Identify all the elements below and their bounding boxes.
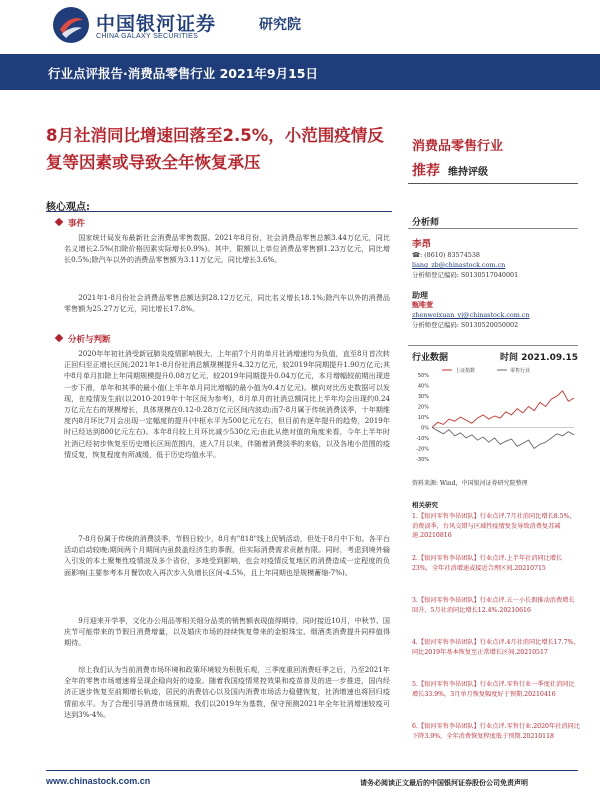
assistant-label: 助理 [412, 291, 428, 300]
report-type-bar [0, 54, 600, 90]
related-research-item[interactable]: 5.【银河零售李昂团队】行业点评.零售行业一季度社消同比增长33.9%，3月单月恢复幅度好于预期.20210416 [412, 681, 575, 698]
divider [408, 228, 578, 229]
divider [408, 183, 578, 184]
legend-label: 零售行业 [510, 368, 531, 374]
rating [412, 160, 488, 180]
rating-value: 推荐 [412, 163, 440, 179]
analyst-email[interactable] [412, 260, 505, 270]
assistant-name: 甄唯萱 [412, 301, 433, 309]
y-tick-label: 40% [417, 383, 429, 390]
related-research-label: 相关研究 [412, 501, 438, 509]
market-data-time: 时间 2021.09.15 [500, 353, 579, 363]
related-research-item[interactable]: 4.【银河零售李昂团队】行业点评.4月社消同比增长17.7%，同比2019年基本恢复至正常增长区间.20210517 [412, 639, 580, 656]
y-tick-label: 10% [417, 415, 429, 421]
industry-name: 消费品零售行业 [412, 139, 504, 154]
assistant-email-link[interactable]: zhenweixuan_yj@chinastock.com.cn [412, 311, 530, 319]
related-research-item[interactable]: 6.【银河零售李昂团队】行业点评.零售行业.2020年社消同比下降3.9%，全年消费恢复程度低于预期.20210118 [412, 723, 580, 740]
paragraph-event-2: 2021年1-8月份社会消费品零售总额达到28.12万亿元，同比名义增长18.1%;除汽车以外的消费品零售额为25.27万亿元，同比增长17.8%。 [64, 293, 390, 314]
brand-name-en: CHINA GALAXY SECURITIES [96, 33, 199, 40]
paragraph-analysis-1: 2020年年初社消受新冠肺炎疫情影响极大，上年前7个月的单月社消增速均为负值，直至8月首次转正回归至正增长区间;2021年1-8月份社消总额规模提升4.32万亿元，较2019年同期提升1.90万亿元;其中8月单月扣除上年同期规模提升0.08万亿元，较2019年同期提升0.04万亿元，本月增幅较前期出现进一步下滑，单年和其季的最小值(上半年单月同比增幅的最小值为0.4万亿元)。横向对比历史数据可以发现，在疫情发生前(以2010-2019年十年区间为参考)，8月单月的社消总额同比上半年均会出现约0.24万亿元左右的规模增长，具体规模在0.12-0.28万亿元区间内波动;而7-8月属于传统消费淡季，十年期维度内8月环比7月会出现一定幅度的提升(中枢水平为500亿元左右，但目前有逐年提升的趋势，2019年时已经达到800亿元左右)。本年8月较上月环比减少530亿元;由此从绝对值的角度来看，今年上半年时社消已经初步恢复至历史增长区间范围内，进入7月以来，伴随着消费淡季的来临，以及各地小范围的疫情反复，恢复程度有所减缓，低于历史均值水平。 [64, 349, 390, 459]
y-tick-label: 50% [417, 373, 429, 379]
divider [46, 211, 392, 212]
y-tick-label: -20% [416, 446, 429, 453]
rating-sub: 维持评级 [448, 167, 488, 178]
footer-divider [46, 770, 578, 771]
assistant-cert: 分析师登记编码: S0130520050002 [412, 321, 519, 329]
report-type-text: 行业点评报告·消费品零售行业 2021年9月15日 [48, 66, 318, 81]
galaxy-logo-icon [52, 6, 90, 44]
assistant-email[interactable] [412, 310, 530, 320]
section-event-heading: 事件 [56, 217, 85, 229]
analyst-email-link[interactable]: liang_zb@chinastock.com.cn [412, 261, 506, 269]
y-tick-label: -10% [416, 436, 429, 442]
market-chart [408, 365, 580, 473]
series-line-1 [432, 428, 574, 449]
related-research-item[interactable]: 1.【银河零售李昂团队】行业点评.7月社消同比增长8.5%，消费淡季，台风交错与区域性疫情复发导致消费复苏减速.20210816 [412, 513, 576, 540]
footer-disclaimer: 请务必阅读正文最后的中国银河证券股份公司免责声明 [360, 778, 528, 787]
chart-source: 资料来源: Wind，中国银河证券研究院整理 [412, 480, 528, 487]
analyst-phone: ☎: (8610) 83574538 [412, 251, 480, 259]
core-views-label: 核心观点: [46, 202, 90, 213]
analyst-label: 分析师 [412, 218, 440, 228]
paragraph-event-1: 国家统计局发布最新社会消费品零售数据。2021年8月份，社会消费品零售总额3.44万亿元，同比名义增长2.5%(扣除价格因素实际增长0.9%)。其中，限额以上单位消费品零售额1.23万亿元，同比增长0.5%;除汽车以外的消费品零售额为3.11万亿元，同比增长3.6%。 [64, 233, 390, 265]
chart-legend [442, 367, 530, 374]
company-logo [52, 6, 301, 46]
related-research-item[interactable]: 2.【银河零售李昂团队】行业点评.上半年社消同比增长23%，全年社消增速或接近合理区间.20210715 [412, 555, 563, 572]
chart-lines [432, 391, 574, 449]
paragraph-analysis-3: 9月迎来开学季，文化办公用品等相关细分品类的销售额表现值得期待，同时接近10月，中秋节、国庆节可能带来的节假日消费增量，以及婚庆市场的持续恢复带来的金银珠宝、烟酒类消费提升同样值得期待。 [64, 616, 390, 648]
report-title: 8月社消同比增速回落至2.5%，小范围疫情反复等因素或导致全年恢复承压 [46, 126, 384, 172]
brand-name-cn: 中国银河证券 [96, 13, 217, 35]
footer-url[interactable]: www.chinastock.com.cn [46, 776, 151, 786]
institute-label: 研究院 [259, 17, 301, 33]
y-tick-label: 30% [417, 394, 429, 400]
y-tick-label: 0% [421, 425, 429, 432]
related-research-item[interactable]: 3.【银河零售李昂团队】行业点评.五一小长假推动消费增长回升，5月社消同比增长12.4%.20210616 [412, 597, 575, 614]
section-analysis-heading: 分析与判断 [56, 333, 111, 345]
paragraph-analysis-4: 综上我们认为当前消费市场环境和政策环境较为积极乐观，三季度重回消费旺季之后，乃至2021年全年的零售市场增速将呈现企稳向好的迹象。随着我国疫情常控效果和疫苗普及的进一步推进，国内经济正逐步恢复至前期增长轨迹，居民的消费信心以及国内消费市场活力稳健恢复，社消增速也将回归疫情前水平。为了合理引导消费市场预期，我们以2019年为基数，保守预测2021年全年社消增速较疫可达到3%-4%。 [64, 665, 390, 719]
chart-axes [416, 373, 574, 463]
y-tick-label: 20% [417, 404, 429, 411]
y-tick-label: -30% [416, 457, 429, 463]
market-data-label: 行业数据 [412, 353, 449, 363]
legend-label: 上证指数 [455, 368, 476, 374]
series-line-0 [432, 391, 574, 428]
analyst-name: 李昂 [412, 239, 432, 250]
divider [408, 345, 578, 346]
analyst-cert: 分析师登记编码: S0130517040001 [412, 271, 519, 279]
paragraph-analysis-2: 7-8月份属于传统的消费淡季，节假日较少，8月有"818"线上促销活动，但处于8月中下旬。各平台活动启动较晚;期间两个月期间内虽鼓盖经济生的事假，但实际消费需求贡献有限。同时，考虑到境外输入引发的本土聚集性疫情波及多个省份，多地受到影响，也会对疫情反复地区的消费造成一定程度的负面影响(主要参考本月餐饮收入再次步入负增长区间-4.5%，且上年同期也是规模蓄缩-7%)。 [64, 534, 390, 577]
